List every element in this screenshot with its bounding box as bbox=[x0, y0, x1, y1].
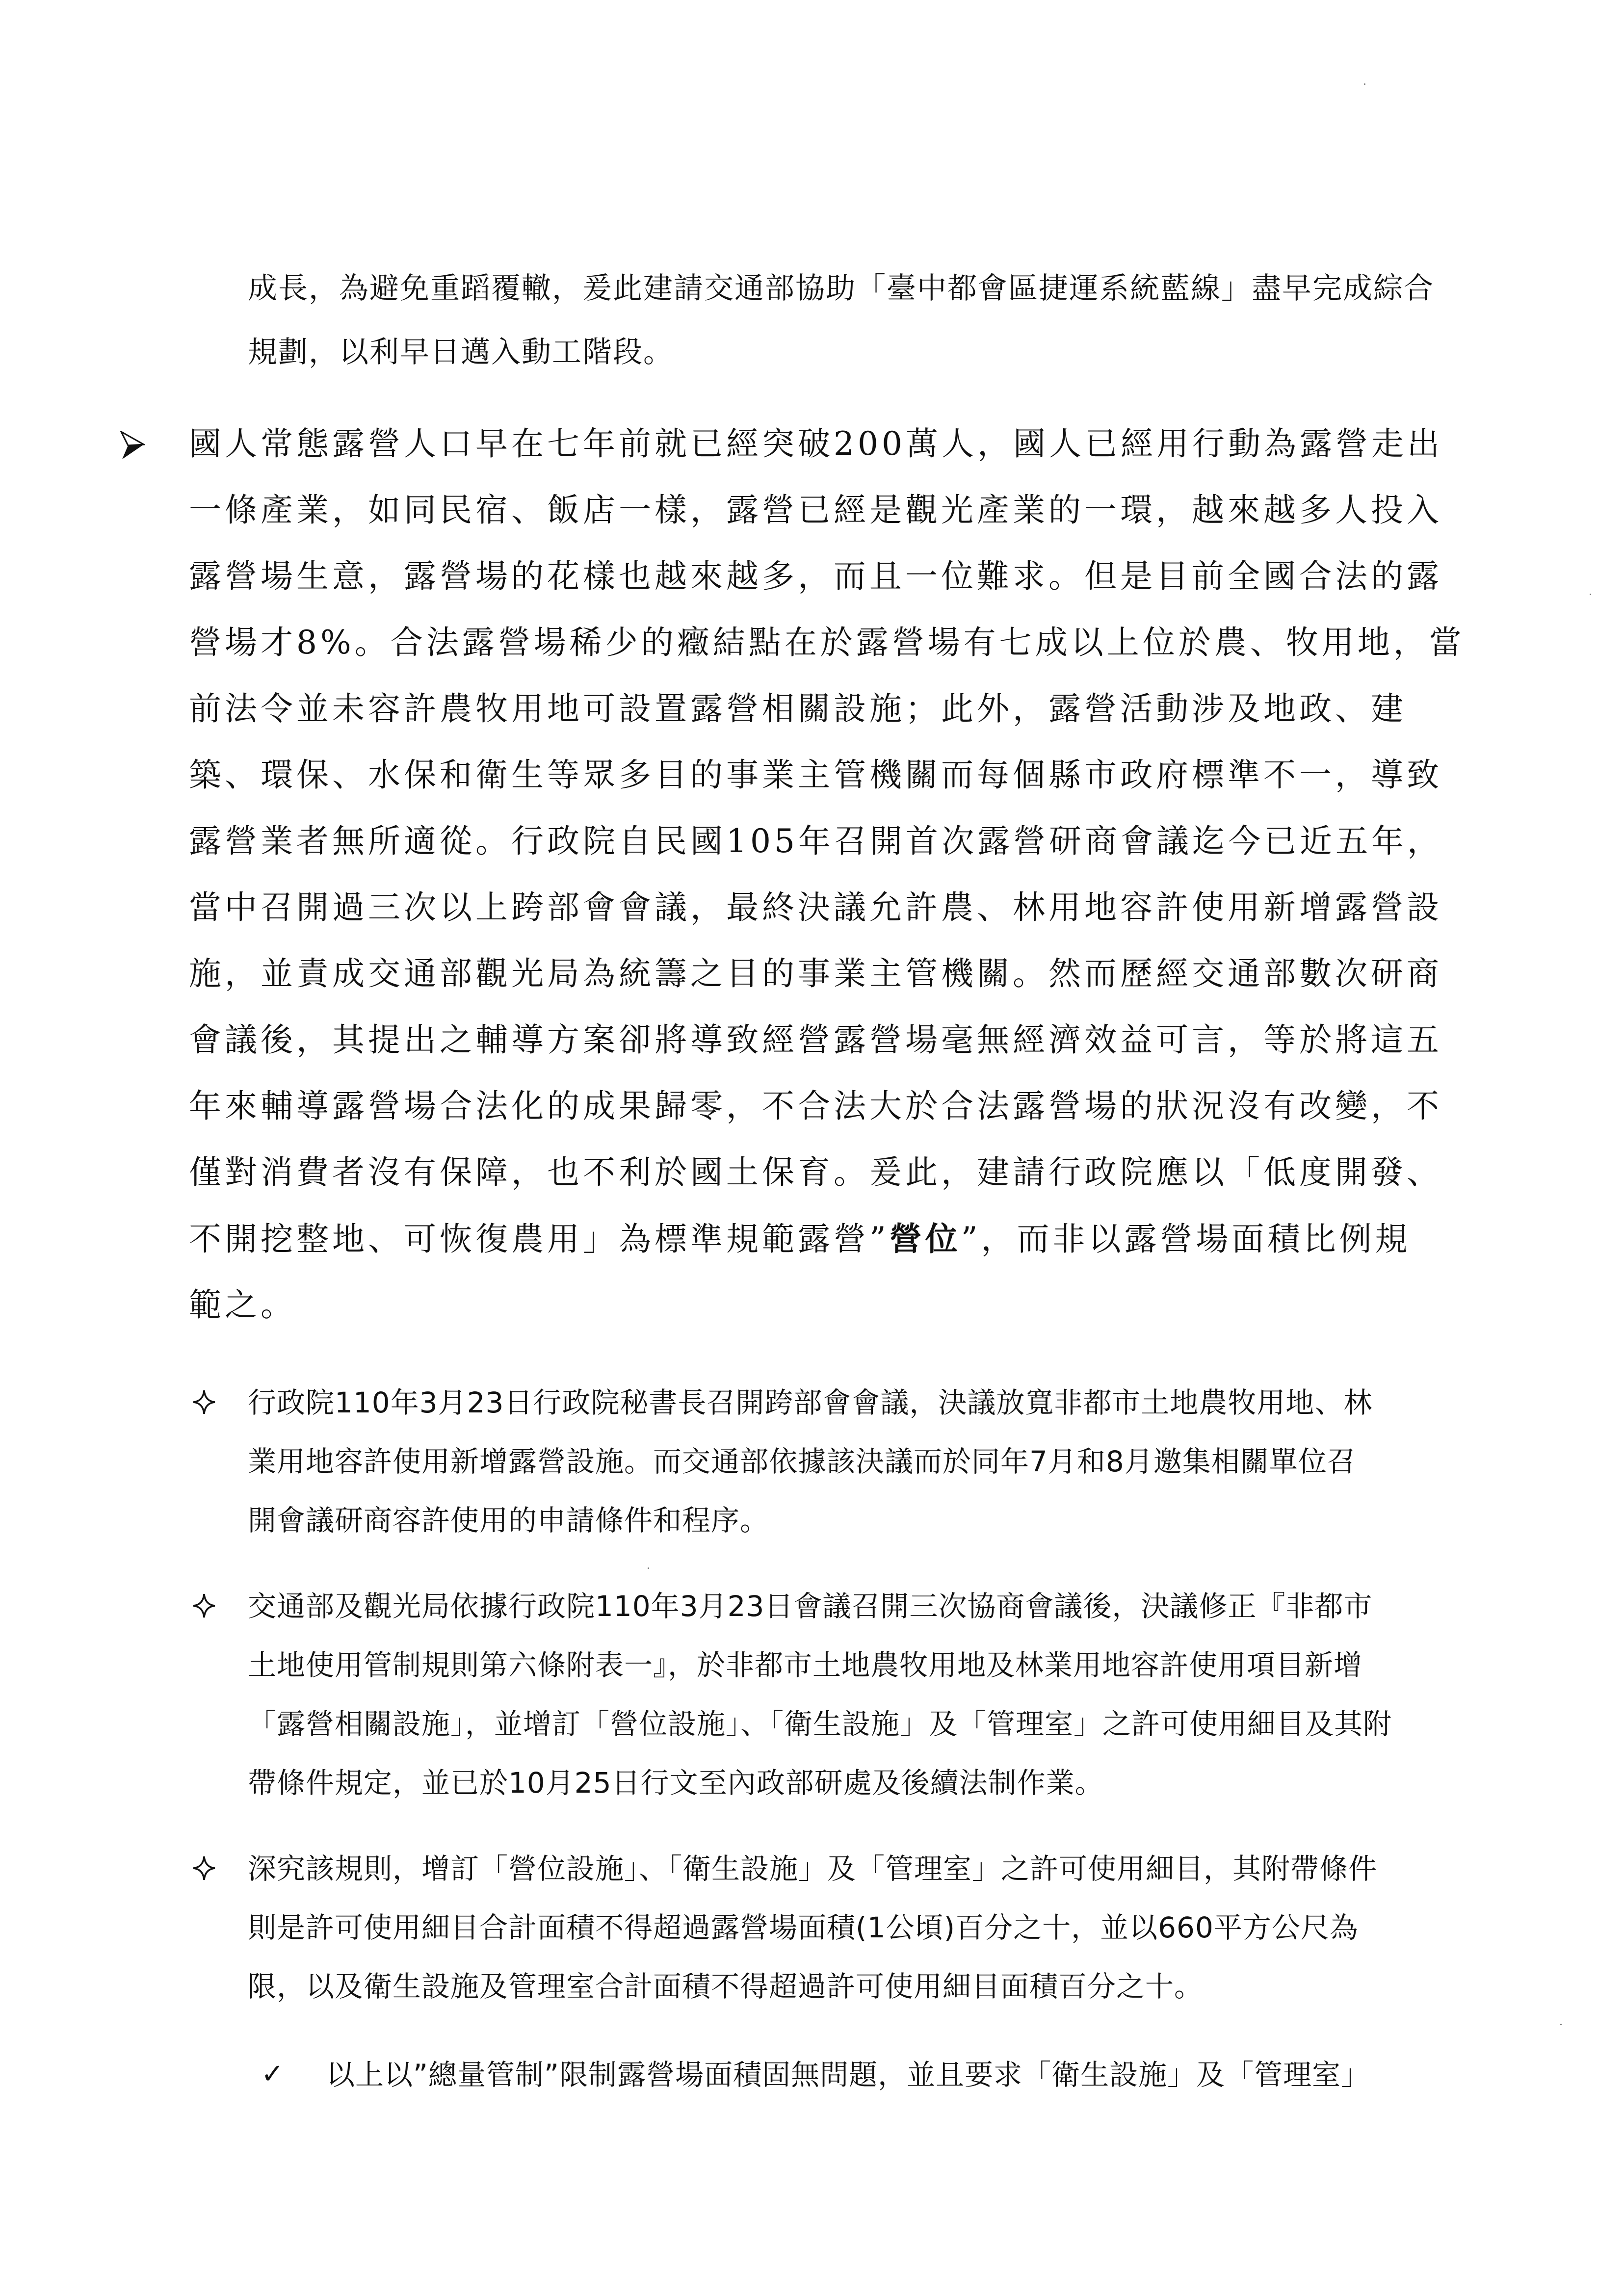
scan-speck bbox=[648, 1567, 649, 1569]
main-line-14: 範之。 bbox=[189, 1286, 296, 1324]
check-mark-bullet-icon: ✓ bbox=[261, 2058, 284, 2090]
four-point-star-bullet-icon bbox=[192, 1855, 216, 1881]
main-line-11: 年來輔導露營場合法化的成果歸零，不合法大於合法露營場的狀況沒有改變，不 bbox=[189, 1087, 1442, 1125]
scan-speck bbox=[1560, 2024, 1562, 2025]
intro-line-2: 規劃，以利早日邁入動工階段。 bbox=[248, 335, 674, 369]
main-line-13 bbox=[189, 1220, 1411, 1258]
sub2-line-4: 帶條件規定，並已於10月25日行文至內政部研處及後續法制作業。 bbox=[248, 1766, 1104, 1800]
sub2-line-2: 土地使用管制規則第六條附表一』，於非都市土地農牧用地及林業用地容許使用項目新增 bbox=[248, 1648, 1363, 1682]
scan-speck bbox=[1590, 594, 1591, 595]
main-line-3: 露營場生意，露營場的花樣也越來越多，而且一位難求。但是目前全國合法的露 bbox=[189, 557, 1442, 595]
main-line-7: 露營業者無所適從。行政院自民國105年召開首次露營研商會議迄今已近五年， bbox=[189, 822, 1443, 860]
sub1-line-1: 行政院110年3月23日行政院秘書長召開跨部會會議，決議放寬非都市土地農牧用地、林 bbox=[248, 1386, 1373, 1419]
sub1-line-2: 業用地容許使用新增露營設施。而交通部依據該決議而於同年7月和8月邀集相關單位召 bbox=[248, 1445, 1356, 1478]
main-line-12: 僅對消費者沒有保障，也不利於國土保育。爰此，建請行政院應以「低度開發、 bbox=[189, 1153, 1442, 1191]
main-line-5: 前法令並未容許農牧用地可設置露營相關設施；此外，露營活動涉及地政、建 bbox=[189, 690, 1407, 728]
emphasis-camp-site: 營位 bbox=[889, 1220, 961, 1258]
arrowhead-bullet-icon bbox=[120, 431, 145, 460]
main-line-9: 施，並責成交通部觀光局為統籌之目的事業主管機關。然而歷經交通部數次研商 bbox=[189, 955, 1442, 992]
main-line-6: 築、環保、水保和衛生等眾多目的事業主管機關而每個縣市政府標準不一，導致 bbox=[189, 756, 1442, 794]
scan-speck bbox=[1364, 83, 1365, 85]
main-line-4: 營場才8%。合法露營場稀少的癥結點在於露營場有七成以上位於農、牧用地，當 bbox=[189, 624, 1465, 661]
main-line-13-end: ”，而非以露營場面積比例規 bbox=[961, 1220, 1411, 1258]
sub2-line-1: 交通部及觀光局依據行政院110年3月23日會議召開三次協商會議後，決議修正『非都市 bbox=[248, 1590, 1373, 1623]
sub3-line-3: 限，以及衛生設施及管理室合計面積不得超過許可使用細目面積百分之十。 bbox=[248, 1970, 1204, 2003]
sub3-line-2: 則是許可使用細目合計面積不得超過露營場面積(1公頃)百分之十，並以660平方公尺為 bbox=[248, 1911, 1359, 1944]
sub2-line-3: 「露營相關設施」，並增訂「營位設施」、「衛生設施」及「管理室」之許可使用細目及其附 bbox=[248, 1707, 1392, 1741]
sub1-line-3: 開會議研商容許使用的申請條件和程序。 bbox=[248, 1504, 769, 1537]
sub3-line-1: 深究該規則，增訂「營位設施」、「衛生設施」及「管理室」之許可使用細目，其附帶條件 bbox=[248, 1852, 1378, 1885]
four-point-star-bullet-icon bbox=[192, 1593, 216, 1618]
main-line-2: 一條產業，如同民宿、飯店一樣，露營已經是觀光產業的一環，越來越多人投入 bbox=[189, 491, 1442, 529]
main-line-1: 國人常態露營人口早在七年前就已經突破200萬人，國人已經用行動為露營走出 bbox=[189, 425, 1443, 463]
intro-line-1: 成長，為避免重蹈覆轍，爰此建請交通部協助「臺中都會區捷運系統藍線」盡早完成綜合 bbox=[248, 271, 1434, 306]
four-point-star-bullet-icon bbox=[192, 1389, 216, 1415]
main-line-8: 當中召開過三次以上跨部會會議，最終決議允許農、林用地容許使用新增露營設 bbox=[189, 888, 1442, 926]
main-line-13-start: 不開挖整地、可恢復農用」為標準規範露營” bbox=[189, 1220, 890, 1258]
check-line-1: 以上以”總量管制”限制露營場面積固無問題，並且要求「衛生設施」及「管理室」 bbox=[326, 2058, 1370, 2091]
main-line-10: 會議後，其提出之輔導方案卻將導致經營露營場毫無經濟效益可言，等於將這五 bbox=[189, 1021, 1442, 1059]
